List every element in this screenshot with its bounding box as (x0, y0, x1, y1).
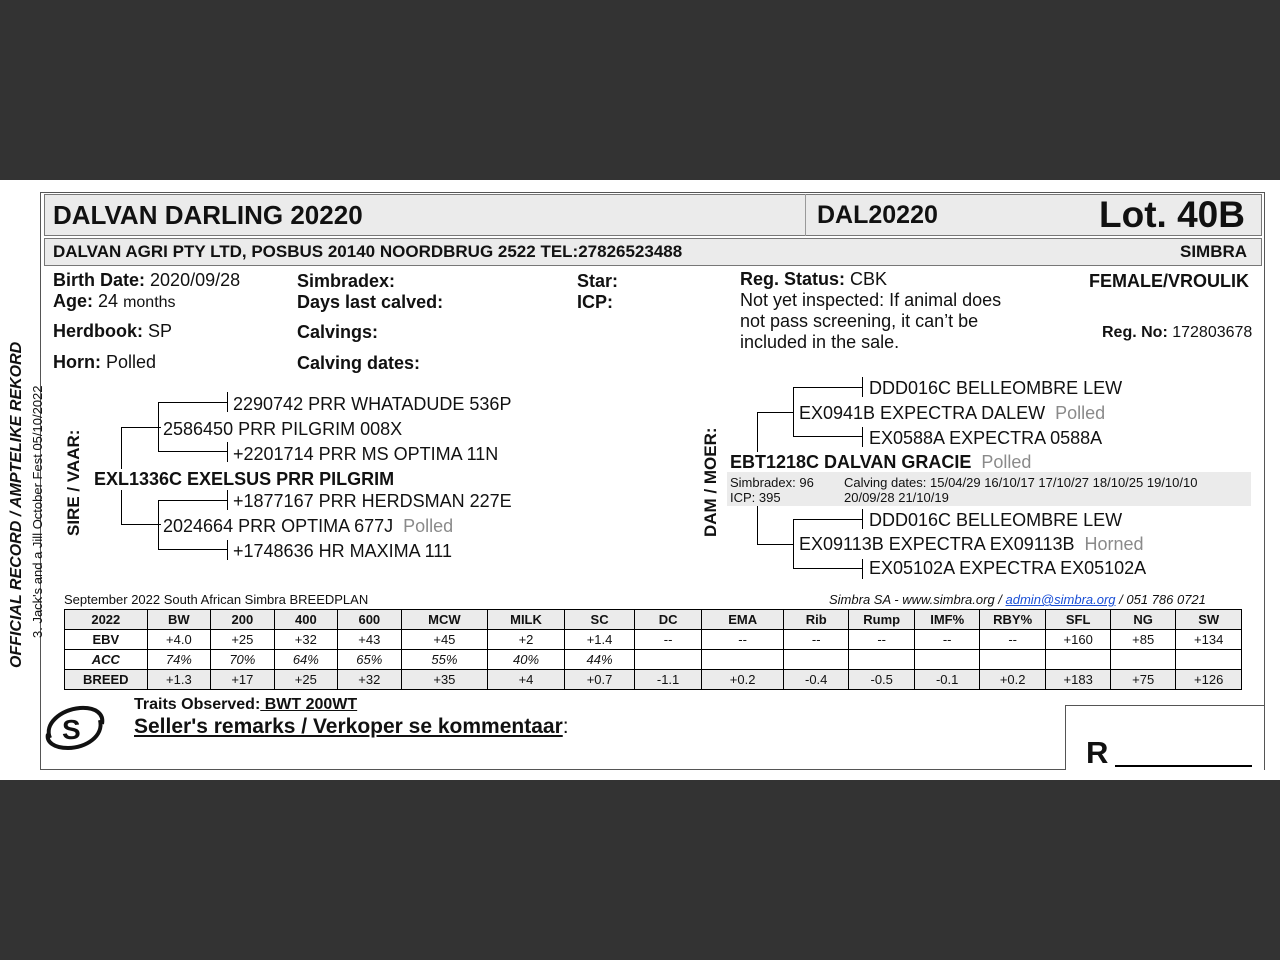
breed-cell: +4 (488, 670, 565, 690)
ebv-cell: +1.4 (564, 630, 635, 650)
animal-id: DAL20220 (817, 201, 938, 229)
dam-dam: EX09113B EXPECTRA EX09113B Horned (799, 534, 1144, 554)
dam-branch (793, 519, 863, 520)
ebv-cell: +85 (1110, 630, 1176, 650)
star-label: Star: (577, 271, 619, 291)
headers-cell: EMA (701, 610, 784, 630)
headers-cell: Rump (848, 610, 915, 630)
headers-cell: NG (1110, 610, 1176, 630)
sire-branch (158, 451, 228, 452)
sire-branch (227, 540, 228, 560)
headers-cell: BW (147, 610, 210, 630)
ebv-cell: +134 (1176, 630, 1242, 650)
acc-cell (848, 650, 915, 670)
dam-sire: EX0941B EXPECTRA DALEW Polled (799, 403, 1106, 423)
acc-cell: 44% (564, 650, 635, 670)
horn-status: Horn: Polled (53, 352, 157, 372)
dam-branch (793, 568, 863, 569)
age: Age: 24 months (53, 291, 176, 311)
simbra-logo (42, 702, 106, 754)
ebv-cell: -- (701, 630, 784, 650)
ebv-cell: -- (979, 630, 1046, 650)
dam-calving-dates-1: Calving dates: 15/04/29 16/10/17 17/10/27 18/10/25 19/10/10 (844, 475, 1198, 490)
dam-branch (862, 377, 863, 397)
breed-cell: +126 (1176, 670, 1242, 690)
sire-sire-sire: 2290742 PRR WHATADUDE 536P (233, 394, 512, 414)
owner-info: DALVAN AGRI PTY LTD, POSBUS 20140 NOORDBRUG 2522 TEL:27826523488 (53, 242, 683, 261)
dam-branch (793, 436, 863, 437)
dam-simbradex: Simbradex: 96 (730, 475, 814, 490)
dam-branch (757, 544, 793, 545)
breed-cell: +75 (1110, 670, 1176, 690)
inspection-notice-line-1: Not yet inspected: If animal does (740, 290, 1002, 310)
sellers-remarks: Seller's remarks / Verkoper se kommentaar: (134, 715, 569, 738)
lot-number: Lot. 40B (1099, 194, 1245, 235)
dam-dam-sire: DDD016C BELLEOMBRE LEW (869, 510, 1123, 530)
acc-cell (915, 650, 979, 670)
headers-cell: DC (635, 610, 702, 630)
headers-cell: MILK (488, 610, 565, 630)
dam-branch (793, 519, 794, 569)
breed-label-cell: BREED (65, 670, 148, 690)
headers-label-cell: 2022 (65, 610, 148, 630)
sire-sire: 2586450 PRR PILGRIM 008X (163, 419, 403, 439)
ebv-cell: +32 (274, 630, 337, 650)
breed-cell: +25 (274, 670, 337, 690)
breed-cell: +0.2 (701, 670, 784, 690)
dam-dam-dam: EX05102A EXPECTRA EX05102A (869, 558, 1147, 578)
headers-cell: SW (1176, 610, 1242, 630)
acc-cell: 40% (488, 650, 565, 670)
dam-sire-sire: DDD016C BELLEOMBRE LEW (869, 378, 1123, 398)
dam-label: DAM / MOER: (701, 427, 720, 537)
simbra-contact: Simbra SA - www.simbra.org / admin@simbra.org / 051 786 0721 (829, 592, 1206, 607)
calvings-label: Calvings: (297, 322, 379, 342)
simbra-logo-icon (42, 702, 106, 754)
acc-cell (1176, 650, 1242, 670)
acc-cell (979, 650, 1046, 670)
sire-dam-sire: +1877167 PRR HERDSMAN 227E (233, 491, 512, 511)
dam-sire-dam: EX0588A EXPECTRA 0588A (869, 428, 1103, 448)
lot-card (0, 180, 1280, 780)
headers-cell: 600 (338, 610, 401, 630)
ebv-cell: -- (848, 630, 915, 650)
ebv-cell: -- (915, 630, 979, 650)
breed-cell: +35 (401, 670, 488, 690)
official-record-label: OFFICIAL RECORD / AMPTELIKE REKORD (8, 341, 25, 668)
reg-status: Reg. Status: CBK (740, 269, 888, 289)
traits-observed: Traits Observed: BWT 200WT (134, 696, 358, 713)
headers-cell: SFL (1046, 610, 1110, 630)
sire-dam: 2024664 PRR OPTIMA 677J Polled (163, 516, 454, 536)
ebv-cell: -- (784, 630, 848, 650)
animal-name: DALVAN DARLING 20220 (53, 200, 363, 230)
acc-label-cell: ACC (65, 650, 148, 670)
email-link[interactable]: admin@simbra.org (1005, 592, 1116, 607)
acc-cell: 64% (274, 650, 337, 670)
sire-dam-dam: +1748636 HR MAXIMA 111 (233, 541, 452, 561)
acc-cell (701, 650, 784, 670)
acc-row (65, 650, 1242, 670)
dam-branch (862, 427, 863, 447)
ebv-cell: +43 (338, 630, 401, 650)
sire-name: EXL1336C EXELSUS PRR PILGRIM (94, 469, 395, 489)
ebv-cell: +4.0 (147, 630, 210, 650)
sire-branch (227, 442, 228, 462)
birth-date: Birth Date: 2020/09/28 (53, 270, 241, 290)
breed-cell: +32 (338, 670, 401, 690)
sire-branch (227, 490, 228, 510)
ebv-cell: +25 (211, 630, 274, 650)
breed-cell: -1.1 (635, 670, 702, 690)
svg-text:S: S (62, 714, 81, 745)
breed-cell: -0.1 (915, 670, 979, 690)
price-line[interactable] (1115, 765, 1252, 767)
headers-cell: 400 (274, 610, 337, 630)
ebv-cell: -- (635, 630, 702, 650)
sire-branch (158, 500, 228, 501)
acc-cell (1110, 650, 1176, 670)
calving-dates-label: Calving dates: (297, 353, 421, 373)
title-divider (805, 194, 806, 236)
days-last-calved-label: Days last calved: (297, 292, 444, 312)
sex: FEMALE/VROULIK (1089, 271, 1249, 291)
acc-cell: 70% (211, 650, 274, 670)
sire-branch (158, 500, 159, 550)
breed-cell: +0.7 (564, 670, 635, 690)
acc-cell (1046, 650, 1110, 670)
breed-row (65, 670, 1242, 690)
event-label: 3. Jack's and a Jill October Fest 05/10/2022 (30, 385, 45, 638)
acc-cell (784, 650, 848, 670)
acc-cell: 74% (147, 650, 210, 670)
dam-branch (793, 387, 863, 388)
breed-cell: -0.4 (784, 670, 848, 690)
sire-branch (121, 524, 161, 525)
sire-branch (158, 402, 159, 452)
dam-branch (757, 412, 793, 413)
inspection-notice-line-3: included in the sale. (740, 332, 900, 352)
headers-cell: IMF% (915, 610, 979, 630)
sire-sire-dam: +2201714 PRR MS OPTIMA 11N (233, 444, 499, 464)
headers-cell: MCW (401, 610, 488, 630)
breed-name: SIMBRA (1180, 242, 1248, 261)
acc-cell (635, 650, 702, 670)
breedplan-table (64, 609, 1242, 690)
sire-label: SIRE / VAAR: (64, 429, 83, 536)
ebv-cell: +160 (1046, 630, 1110, 650)
dam-branch (862, 509, 863, 529)
breed-cell: +1.3 (147, 670, 210, 690)
icp-label: ICP: (577, 292, 613, 312)
simbradex-label: Simbradex: (297, 271, 396, 291)
breed-cell: -0.5 (848, 670, 915, 690)
acc-cell: 55% (401, 650, 488, 670)
breedplan-header-row (65, 610, 1242, 630)
reg-number: Reg. No: 172803678 (1102, 324, 1253, 341)
sire-branch (158, 402, 228, 403)
headers-cell: SC (564, 610, 635, 630)
headers-cell: 200 (211, 610, 274, 630)
headers-cell: Rib (784, 610, 848, 630)
ebv-cell: +2 (488, 630, 565, 650)
breed-cell: +17 (211, 670, 274, 690)
dam-name: EBT1218C DALVAN GRACIE Polled (730, 452, 1032, 472)
dam-calving-dates-2: 20/09/28 21/10/19 (844, 490, 949, 505)
ebv-cell: +45 (401, 630, 488, 650)
herdbook: Herdbook: SP (53, 321, 173, 341)
ebv-row (65, 630, 1242, 650)
inspection-notice-line-2: not pass screening, it can’t be (740, 311, 979, 331)
acc-cell: 65% (338, 650, 401, 670)
sire-branch (158, 549, 228, 550)
dam-branch (757, 506, 758, 544)
breed-cell: +183 (1046, 670, 1110, 690)
sire-branch (227, 392, 228, 412)
dam-branch (793, 387, 794, 437)
headers-cell: RBY% (979, 610, 1046, 630)
breedplan-caption: September 2022 South African Simbra BREEDPLAN (64, 592, 369, 607)
ebv-label-cell: EBV (65, 630, 148, 650)
price-symbol: R (1086, 735, 1109, 770)
dam-icp: ICP: 395 (730, 490, 781, 505)
dam-branch (862, 559, 863, 579)
sire-branch (121, 427, 161, 428)
breed-cell: +0.2 (979, 670, 1046, 690)
